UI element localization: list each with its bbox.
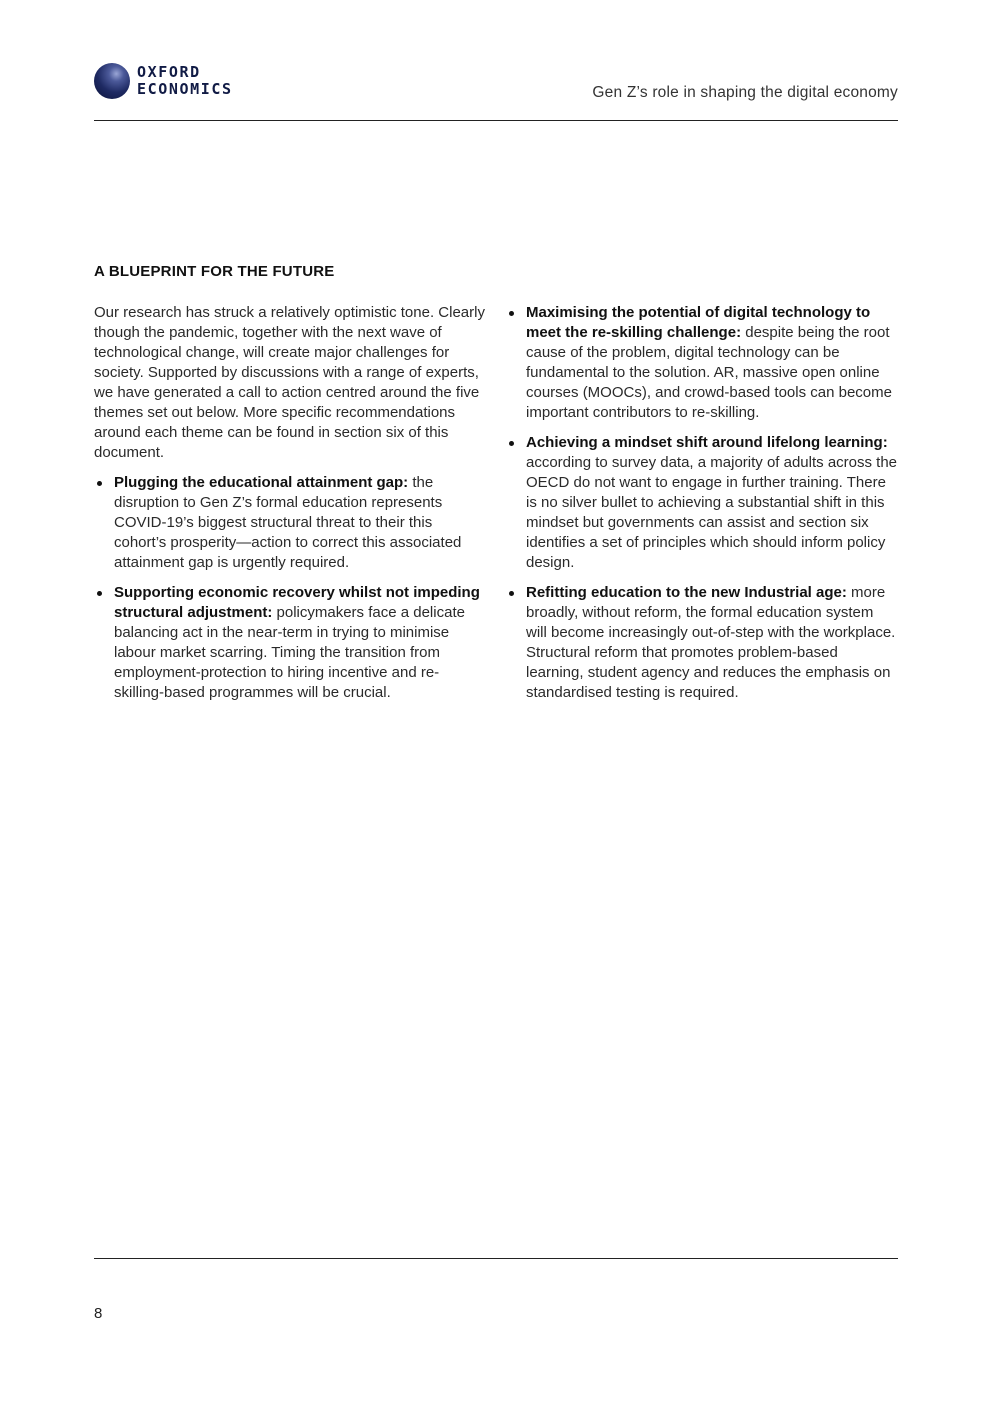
page-number: 8 <box>94 1305 103 1322</box>
oxford-economics-logo <box>94 63 233 99</box>
bullet-text: the disruption to Gen Z’s formal education represents COVID-19’s biggest structural threat to their this cohort’s prosperity—action to correct this associated attainment gap is urgently required. <box>114 474 462 571</box>
list-item <box>94 583 486 703</box>
left-column <box>94 303 486 713</box>
logo-wordmark <box>137 64 233 98</box>
footer-divider <box>94 1258 898 1259</box>
list-item <box>506 583 898 703</box>
bullet-text: policymakers face a delicate balancing act in the near-term in trying to minimise labour market scarring. Timing the transition from employment-protection to hiring incentive and re-skilling-based programmes will be crucial. <box>114 604 465 701</box>
intro-paragraph: Our research has struck a relatively optimistic tone. Clearly though the pandemic, together with the next wave of technological change, will create major challenges for society. Supported by discussions with a range of experts, we have generated a call to action centred around the five themes set out below. More specific recommendations around each theme can be found in section six of this document. <box>94 304 485 461</box>
header-divider <box>94 120 898 121</box>
bullet-text: according to survey data, a majority of adults across the OECD do not want to engage in further training. There is no silver bullet to achieving a substantial shift in this mindset but governments can assist and section six identifies a set of principles which should inform policy design. <box>526 454 898 571</box>
bullet-lead: Maximising the potential of digital technology to meet the re-skilling challenge: <box>526 304 871 341</box>
logo-line-1: OXFORD <box>137 63 201 81</box>
bullet-lead: Supporting economic recovery whilst not impeding structural adjustment: <box>114 584 480 621</box>
document-title: Gen Z’s role in shaping the digital economy <box>592 84 898 101</box>
globe-icon <box>94 63 130 99</box>
section-heading: A BLUEPRINT FOR THE FUTURE <box>94 263 335 280</box>
bullet-text: despite being the root cause of the problem, digital technology can be fundamental to the solution. AR, massive open online courses (MOOCs), and crowd-based tools can become important contributors to re-skilling. <box>526 324 892 421</box>
right-bullet-list <box>506 303 898 703</box>
logo-line-2: ECONOMICS <box>137 80 233 98</box>
left-bullet-list <box>94 473 486 703</box>
right-column <box>506 303 898 713</box>
list-item <box>506 433 898 573</box>
bullet-lead: Refitting education to the new Industrial age: <box>526 584 847 601</box>
bullet-lead: Plugging the educational attainment gap: <box>114 474 409 491</box>
bullet-text: more broadly, without reform, the formal education system will become increasingly out-of-step with the workplace. Structural reform that promotes problem-based learning, student agency and reduces the emphasis on standardised testing is required. <box>526 584 896 701</box>
list-item <box>506 303 898 423</box>
bullet-lead: Achieving a mindset shift around lifelong learning: <box>526 434 888 451</box>
list-item <box>94 473 486 573</box>
